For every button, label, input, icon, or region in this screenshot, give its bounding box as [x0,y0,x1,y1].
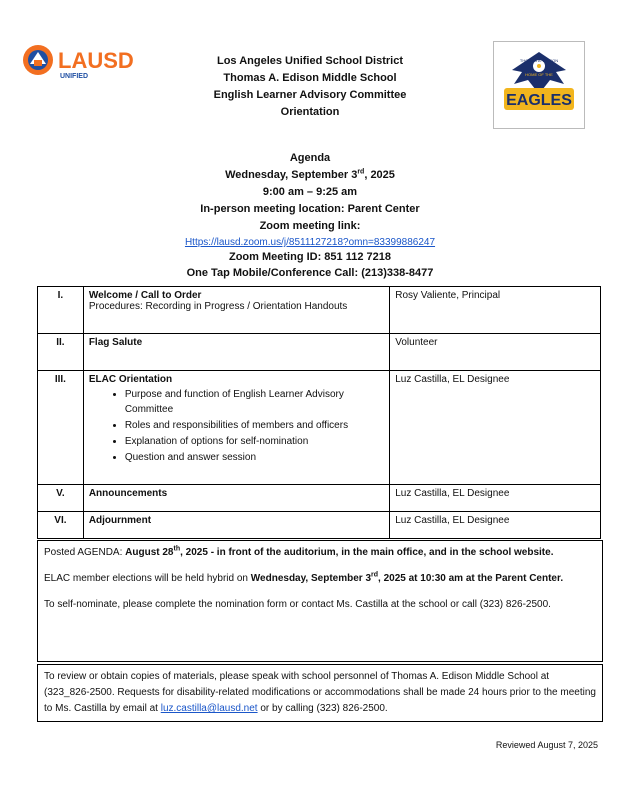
item-number: I. [38,287,84,334]
item-presenter: Rosy Valiente, Principal [390,287,601,334]
list-item: • Roles and responsibilities of members and officers [125,418,384,433]
item-cell [83,287,389,334]
item-title: Adjournment [88,515,152,526]
posted-agenda-note: Posted AGENDA: August 28th, 2025 - in front of the auditorium, in the main office, and in the school website. [44,545,554,558]
materials-notice-box [37,664,603,722]
item-title: Welcome / Call to Order [88,290,202,301]
election-note: ELAC member elections will be held hybrid on Wednesday, September 3rd, 2025 at 10:30 am at the Parent Center. [44,571,564,584]
posting-notice-box [37,540,603,662]
agenda-row [38,371,601,485]
item-presenter: Luz Castilla, EL Designee [390,371,601,485]
item-number: II. [38,334,84,371]
lausd-logo-word: LAUSD [58,48,134,73]
agenda-table [37,286,601,539]
materials-note: To review or obtain copies of materials, please speak with school personnel of Thomas A. Edison Middle School at (323_826-2500. Requests for disability-related modifications or accommodations shall be made 24 hours prior to the meeting to Ms. Castilla by email at luz.castilla@lausd.net or by calling (323) 826-2500. [44,671,596,714]
item-presenter: Luz Castilla, EL Designee [390,485,601,512]
item-number: VI. [38,512,84,539]
item-cell [83,512,389,539]
reviewed-date: Reviewed August 7, 2025 [495,740,598,750]
item-bullet-list [89,387,384,465]
item-title: Flag Salute [88,337,143,348]
item-number: V. [38,485,84,512]
agenda-row [38,334,601,371]
item-cell [83,371,389,485]
list-item: • Explanation of options for self-nomination [125,434,384,449]
conference-call: One Tap Mobile/Conference Call: (213)338-8477 [186,267,434,279]
eagles-logo-sub: HOME OF THE [525,72,553,77]
zoom-label: Zoom meeting link: [259,220,361,232]
item-number: III. [38,371,84,485]
item-title: ELAC Orientation [88,374,173,385]
item-presenter: Luz Castilla, EL Designee [390,512,601,539]
agenda-row [38,485,601,512]
meeting-time: 9:00 am – 9:25 am [262,186,358,198]
page-subtitle: Orientation [280,106,340,118]
committee-name: English Learner Advisory Committee [213,89,407,101]
agenda-row [38,512,601,539]
district-name: Los Angeles Unified School District [216,55,403,67]
zoom-meeting-id: Zoom Meeting ID: 851 112 7218 [228,251,391,263]
item-cell [83,334,389,371]
item-presenter: Volunteer [390,334,601,371]
agenda-row [38,287,601,334]
email-link[interactable]: luz.castilla@lausd.net [160,703,258,714]
zoom-link[interactable]: Https://lausd.zoom.us/j/8511127218?omn=83399886247 [184,237,436,248]
school-name: Thomas A. Edison Middle School [223,72,397,84]
meeting-location: In-person meeting location: Parent Center [200,203,420,215]
nomination-note: To self-nominate, please complete the nomination form or contact Ms. Castilla at the school or call (323) 826-2500. [44,599,551,610]
item-detail: Procedures: Recording in Progress / Orientation Handouts [88,301,348,312]
agenda-title: Agenda [289,152,331,164]
item-title: Announcements [88,488,168,499]
eagles-logo-word: EAGLES [506,92,572,109]
zoom-link-line [0,236,620,249]
eagles-logo-top-text: THOMAS A. EDISON [519,58,559,63]
lausd-logo-sub: UNIFIED [60,73,88,80]
item-cell [83,485,389,512]
meeting-date: Wednesday, September 3rd, 2025 [225,168,395,181]
list-item: • Purpose and function of English Learner Advisory Committee [125,387,384,417]
list-item: • Question and answer session [125,450,384,465]
